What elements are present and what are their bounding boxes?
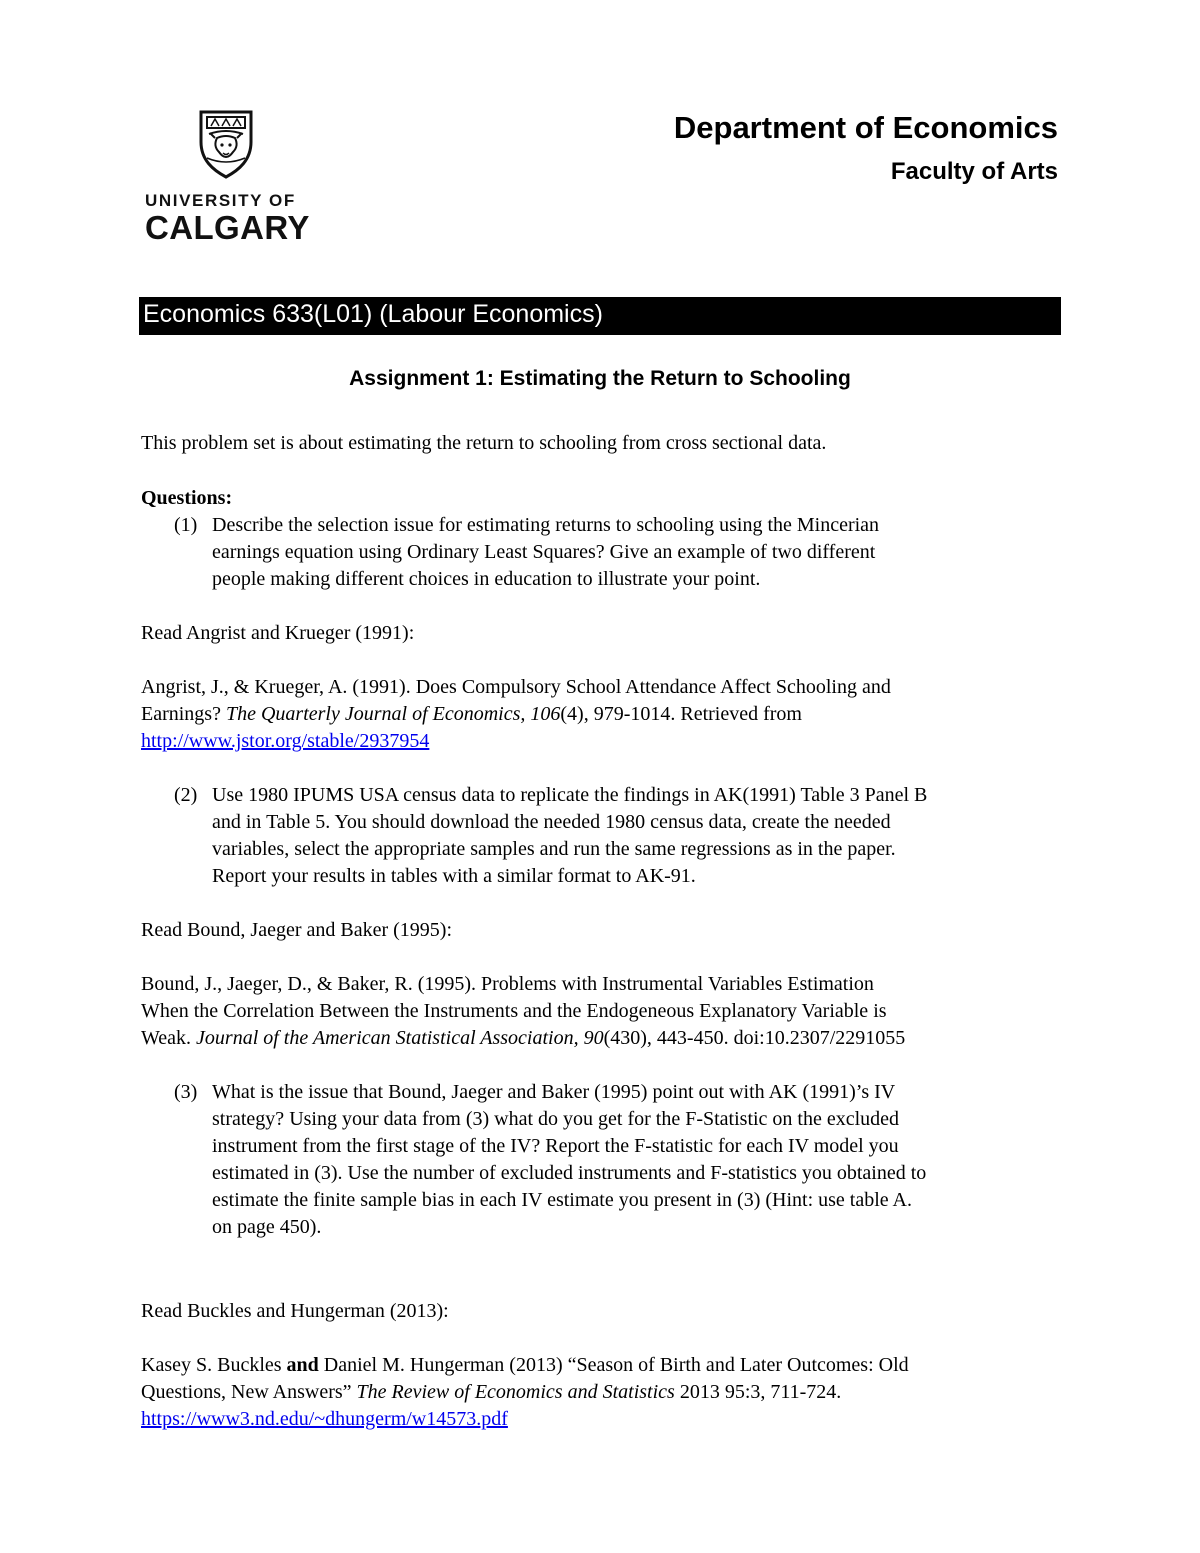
university-crest-icon	[197, 108, 255, 180]
department-title: Department of Economics	[673, 110, 1058, 145]
reading-heading-2: Read Bound, Jaeger and Baker (1995):	[141, 919, 453, 941]
question-line: variables, select the appropriate samples and run the same regressions as in the paper.	[212, 838, 896, 860]
reference-line: Questions, New Answers” The Review of Economics and Statistics 2013 95:3, 711-724.	[141, 1381, 842, 1403]
reference-line: Kasey S. Buckles and Daniel M. Hungerman (2013) “Season of Birth and Later Outcomes: Old	[141, 1354, 909, 1376]
reference-3	[141, 1352, 909, 1433]
question-number: (3)	[174, 1081, 198, 1103]
question-line: Use 1980 IPUMS USA census data to replicate the findings in AK(1991) Table 3 Panel B	[212, 784, 928, 806]
reference-line: Weak. Journal of the American Statistical Association, 90(430), 443-450. doi:10.2307/2291055	[141, 1027, 906, 1049]
question-line: Describe the selection issue for estimating returns to schooling using the Mincerian	[212, 514, 880, 536]
question-line: estimated in (3). Use the number of excluded instruments and F-statistics you obtained to	[212, 1162, 927, 1184]
logo-text-line1: UNIVERSITY OF	[145, 191, 296, 210]
course-banner	[139, 297, 1061, 335]
reference-1	[141, 674, 891, 755]
logo-text-line2: CALGARY	[145, 209, 310, 246]
reference-line: Angrist, J., & Krueger, A. (1991). Does Compulsory School Attendance Affect Schooling and	[141, 676, 891, 698]
question-line: people making different choices in education to illustrate your point.	[212, 568, 761, 590]
question-line: on page 450).	[212, 1216, 322, 1238]
question-line: instrument from the first stage of the IV? Report the F-statistic for each IV model you	[212, 1135, 899, 1157]
reading-heading-3: Read Buckles and Hungerman (2013):	[141, 1300, 449, 1322]
reference-2	[141, 971, 905, 1052]
journal-name: The Review of Economics and Statistics	[356, 1381, 675, 1403]
journal-name: Journal of the American Statistical Association, 90	[196, 1027, 604, 1049]
questions-heading: Questions:	[141, 487, 233, 509]
intro-paragraph: This problem set is about estimating the return to schooling from cross sectional data.	[141, 432, 827, 454]
assignment-title: Assignment 1: Estimating the Return to Schooling	[349, 367, 851, 390]
reference-line: Earnings? The Quarterly Journal of Economics, 106(4), 979-1014. Retrieved from	[141, 703, 802, 725]
question-number: (2)	[174, 784, 198, 806]
course-title: Economics 633(L01) (Labour Economics)	[143, 300, 603, 328]
reference-link-nd[interactable]: https://www3.nd.edu/~dhungerm/w14573.pdf	[141, 1408, 508, 1430]
reference-link-jstor[interactable]: http://www.jstor.org/stable/2937954	[141, 730, 430, 752]
reference-line: Bound, J., Jaeger, D., & Baker, R. (1995). Problems with Instrumental Variables Estimation	[141, 973, 874, 995]
question-number: (1)	[174, 514, 198, 536]
reference-line: When the Correlation Between the Instruments and the Endogeneous Explanatory Variable is	[141, 1000, 887, 1022]
question-line: strategy? Using your data from (3) what do you get for the F-Statistic on the excluded	[212, 1108, 900, 1130]
reading-heading-1: Read Angrist and Krueger (1991):	[141, 622, 415, 644]
journal-name: The Quarterly Journal of Economics, 106	[225, 703, 561, 725]
question-line: estimate the finite sample bias in each IV estimate you present in (3) (Hint: use table A.	[212, 1189, 912, 1211]
faculty-title: Faculty of Arts	[890, 158, 1058, 185]
question-line: and in Table 5. You should download the needed 1980 census data, create the needed	[212, 811, 891, 833]
question-line: What is the issue that Bound, Jaeger and Baker (1995) point out with AK (1991)’s IV	[212, 1081, 896, 1103]
question-line: Report your results in tables with a similar format to AK-91.	[212, 865, 696, 887]
university-logo	[145, 108, 315, 246]
question-line: earnings equation using Ordinary Least Squares? Give an example of two different	[212, 541, 876, 563]
